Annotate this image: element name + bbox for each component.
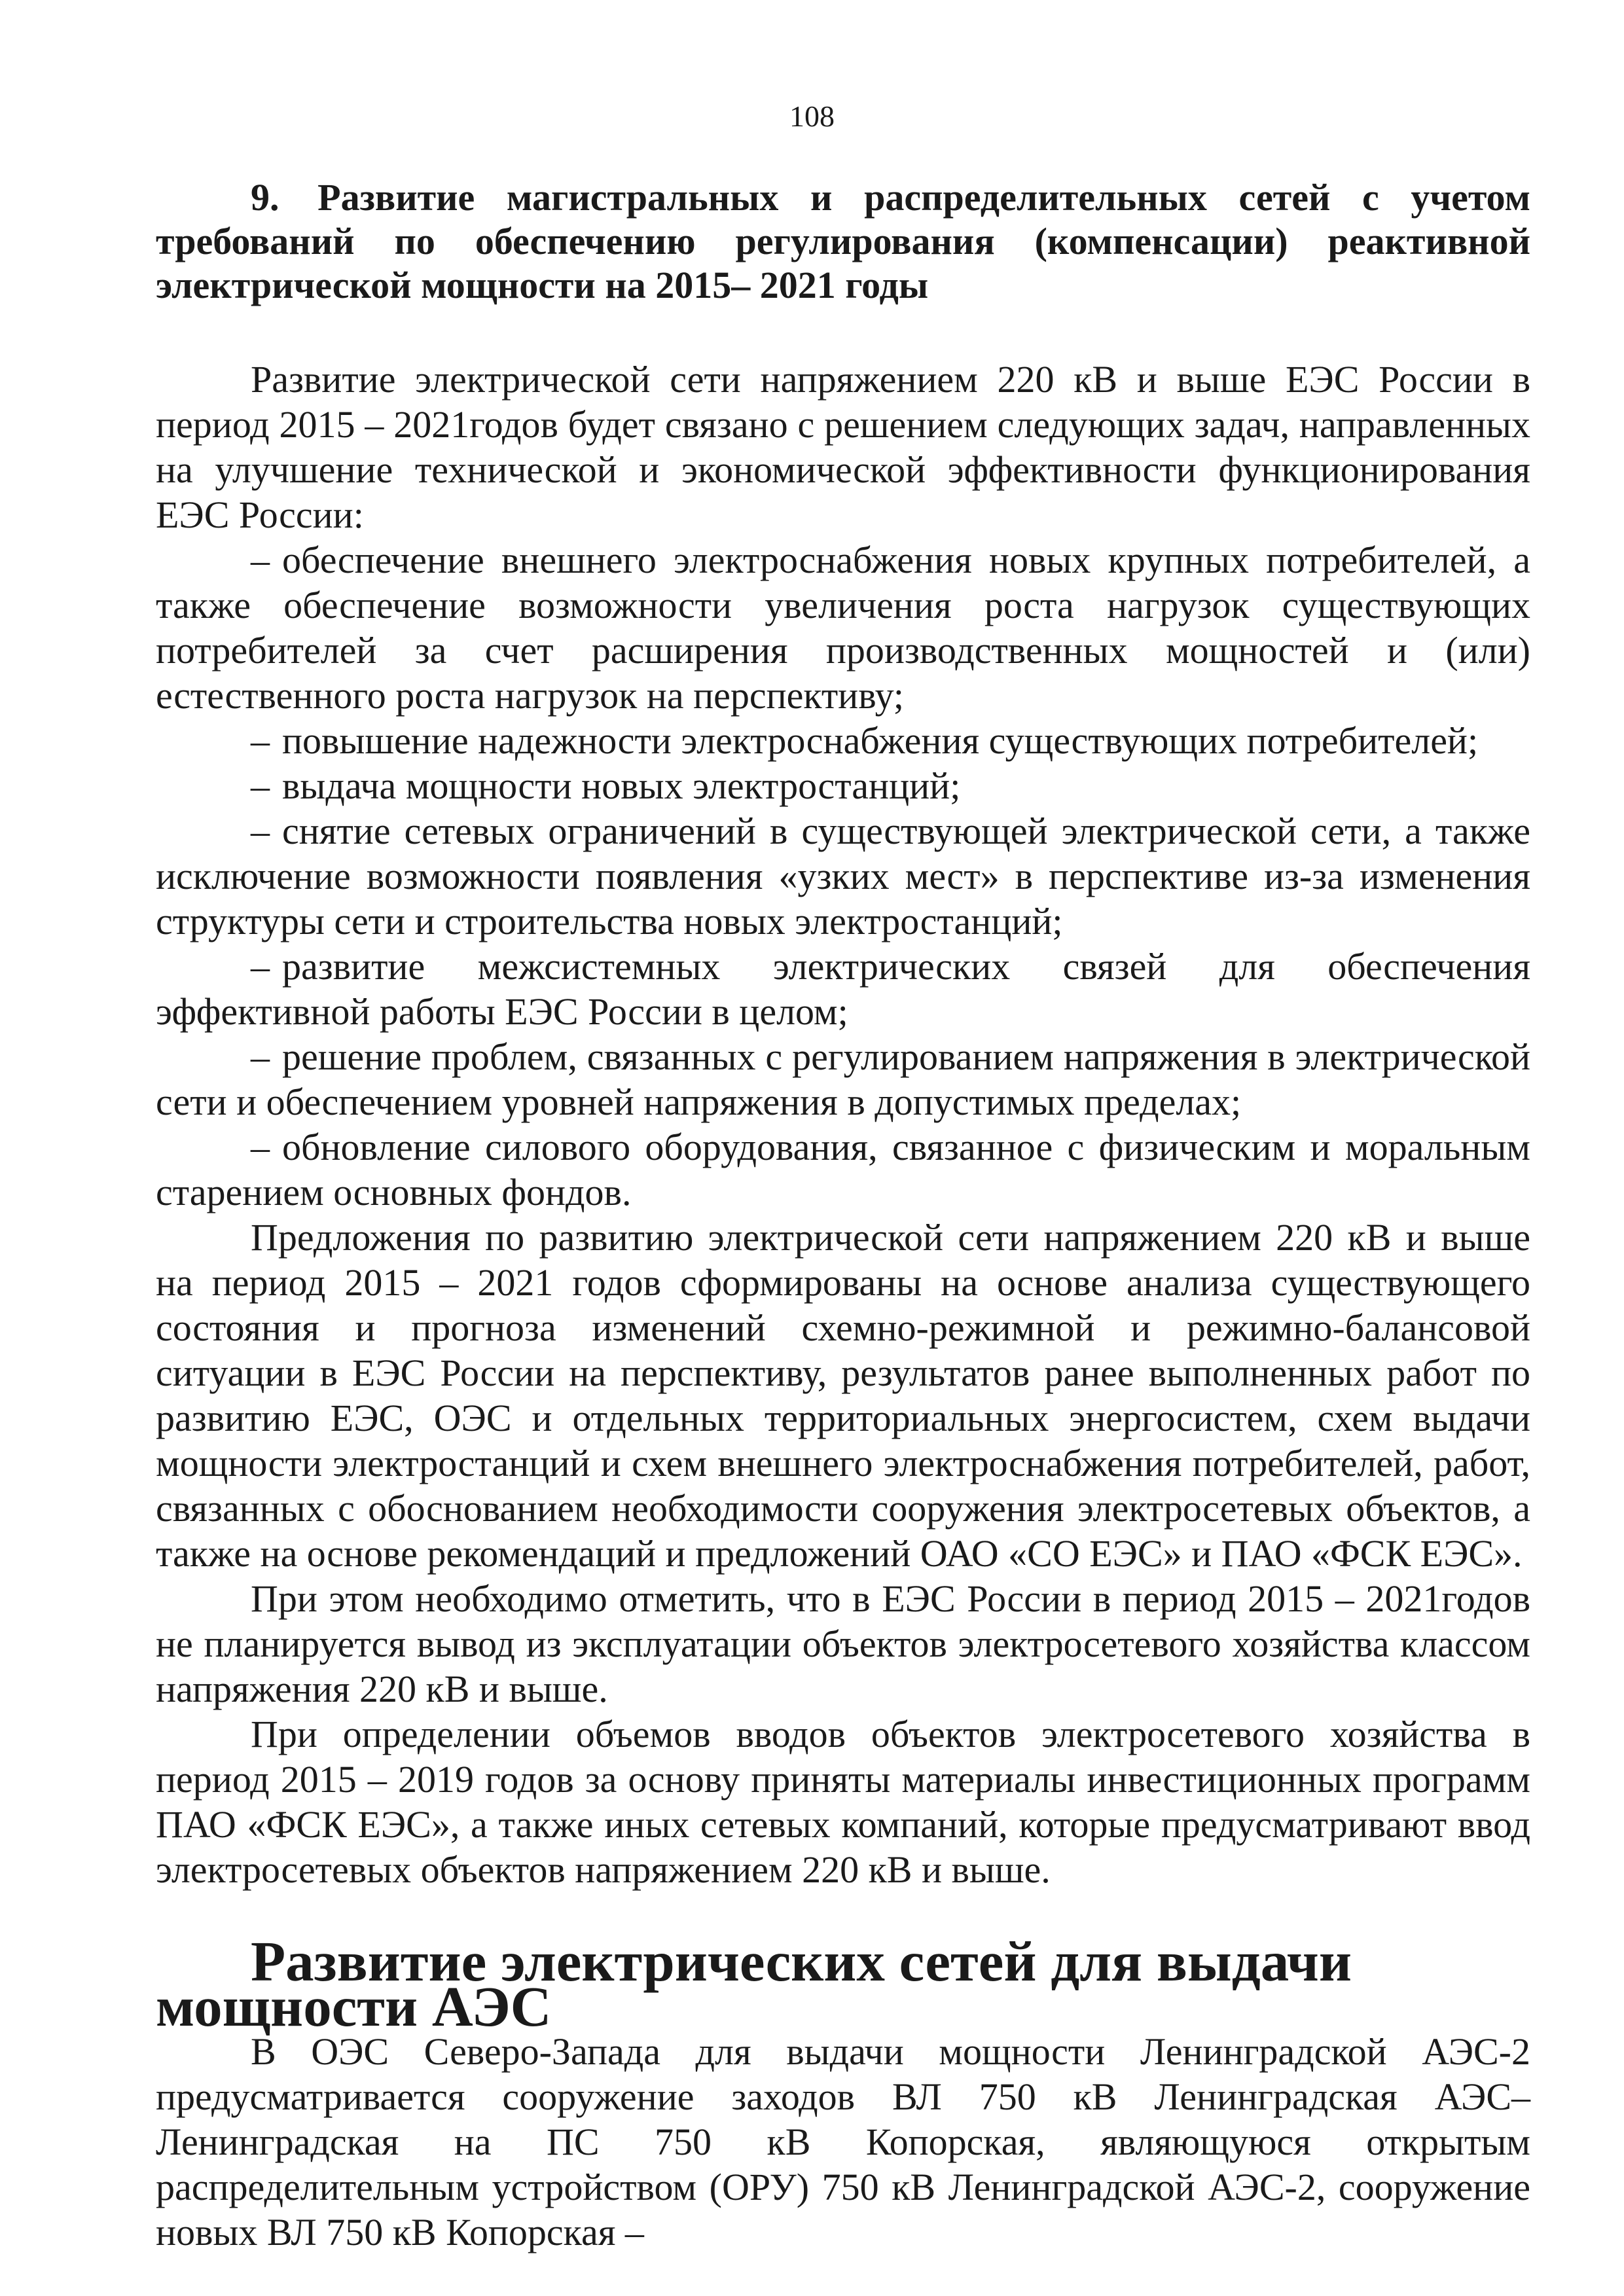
bullet-text: снятие сетевых ограничений в существующей электрической сети, а также исключение возможности появления «узких мест» в перспективе из-за изменения структуры сети и строительства новых электростанций; xyxy=(156,810,1530,942)
bullet-item xyxy=(156,763,1530,808)
bullet-item xyxy=(156,808,1530,944)
bullet-item xyxy=(156,718,1530,763)
spacer xyxy=(156,307,1530,357)
subsection-paragraph: В ОЭС Северо-Запада для выдачи мощности Ленинградской АЭС-2 предусматривается сооружение заходов ВЛ 750 кВ Ленинградская АЭС–Ленинградская на ПС 750 кВ Копорская, являющуюся открытым распределительным устройством (ОРУ) 750 кВ Ленинградской АЭС-2, сооружение новых ВЛ 750 кВ Копорская – xyxy=(156,2030,1530,2253)
bullet-dash: – xyxy=(251,764,270,807)
bullet-dash: – xyxy=(251,945,270,988)
bullet-item xyxy=(156,537,1530,718)
section-title xyxy=(156,175,1530,307)
bullet-item xyxy=(156,1124,1530,1215)
bullet-text: развитие межсистемных электрических связей для обеспечения эффективной работы ЕЭС России в целом; xyxy=(156,945,1530,1033)
bullet-text: решение проблем, связанных с регулированием напряжения в электрической сети и обеспечением уровней напряжения в допустимых пределах; xyxy=(156,1035,1530,1123)
intro-paragraph: Развитие электрической сети напряжением 220 кВ и выше ЕЭС России в период 2015 – 2021годов будет связано с решением следующих задач, направленных на улучшение технической и экономической эффективности функционирования ЕЭС России: xyxy=(156,358,1530,536)
bullet-text: обеспечение внешнего электроснабжения новых крупных потребителей, а также обеспечение возможности увеличения роста нагрузок существующих потребителей за счет расширения производственных мощностей и (или) естественного роста нагрузок на перспективу; xyxy=(156,539,1530,717)
bullet-text: повышение надежности электроснабжения существующих потребителей; xyxy=(282,719,1479,762)
bullet-item xyxy=(156,944,1530,1034)
bullet-dash: – xyxy=(251,1035,270,1078)
subsection-heading: Развитие электрических сетей для выдачи мощности АЭС xyxy=(156,1929,1352,2038)
bullet-item xyxy=(156,1034,1530,1124)
body-paragraph-investment: При определении объемов вводов объектов электросетевого хозяйства в период 2015 – 2019 годов за основу приняты материалы инвестиционных программ ПАО «ФСК ЕЭС», а также иных сетевых компаний, которые предусматривают ввод электросетевых объектов напряжением 220 кВ и выше. xyxy=(156,1713,1530,1891)
bullet-text: обновление силового оборудования, связанное с физическим и моральным старением основных фондов. xyxy=(156,1126,1530,1213)
bullet-text: выдача мощности новых электростанций; xyxy=(282,764,961,807)
page-content xyxy=(156,175,1530,2255)
page-number: 108 xyxy=(789,99,835,133)
bullet-dash: – xyxy=(251,1126,270,1168)
section-number: 9. xyxy=(251,176,280,219)
bullet-dash: – xyxy=(251,539,270,581)
bullet-dash: – xyxy=(251,810,270,852)
bullet-dash: – xyxy=(251,719,270,762)
section-title-text: Развитие магистральных и распределительных сетей с учетом требований по обеспечению регулирования (компенсации) реактивной электрической мощности на 2015– 2021 годы xyxy=(156,176,1531,306)
body-paragraph-decommission: При этом необходимо отметить, что в ЕЭС России в период 2015 – 2021годов не планируется вывод из эксплуатации объектов электросетевого хозяйства классом напряжения 220 кВ и выше. xyxy=(156,1577,1530,1710)
body-paragraph-proposals: Предложения по развитию электрической сети напряжением 220 кВ и выше на период 2015 – 2021 годов сформированы на основе анализа существующего состояния и прогноза изменений схемно-режимной и режимно-балансовой ситуации в ЕЭС России на перспективу, результатов ранее выполненных работ по развитию ЕЭС, ОЭС и отдельных территориальных энергосистем, схем выдачи мощности электростанций и схем внешнего электроснабжения потребителей, работ, связанных с обоснованием необходимости сооружения электросетевых объектов, а также на основе рекомендаций и предложений ОАО «СО ЕЭС» и ПАО «ФСК ЕЭС». xyxy=(156,1216,1530,1575)
